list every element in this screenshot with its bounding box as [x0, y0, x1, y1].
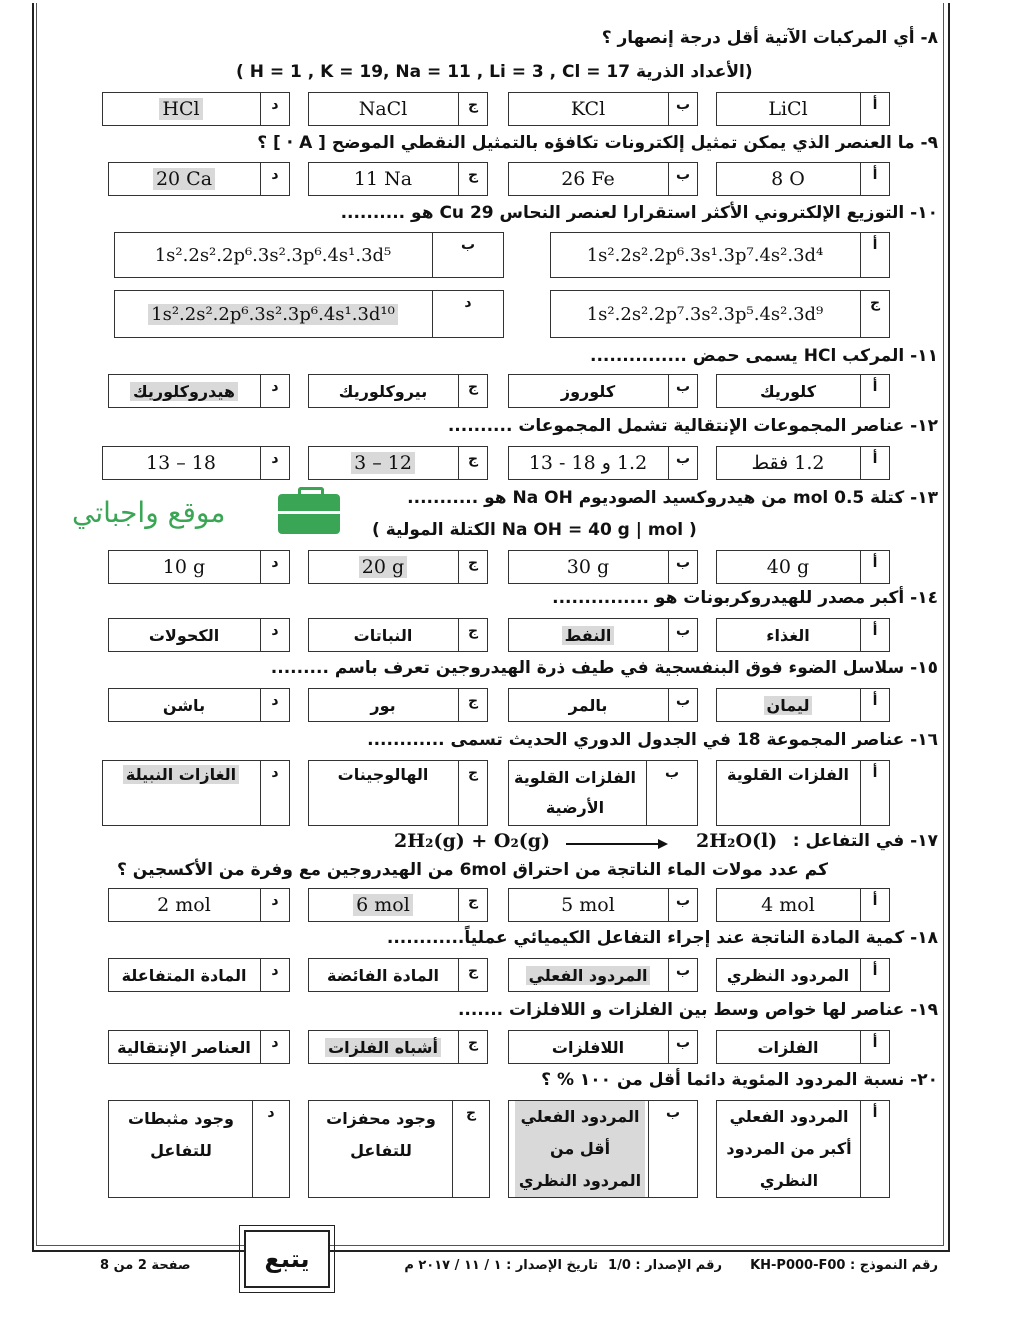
question-14: ١٤- أكبر مصدر للهيدروكربونات هو ............... — [552, 588, 938, 608]
footer-page-number: صفحة 2 من 8 — [100, 1258, 191, 1273]
option-b[interactable]: 1.2 و 18 - 13 ب — [508, 446, 698, 480]
option-a[interactable]: 40 g أ — [716, 550, 890, 584]
option-b[interactable]: الفلزات القلوية الأرضية ب — [508, 760, 698, 826]
option-d[interactable]: وجود مثبطات للتفاعل د — [108, 1100, 290, 1198]
footer-model: رقم النموذج : KH-P000-F00 — [750, 1258, 938, 1273]
question-17-detail: كم عدد مولات الماء الناتجة من احتراق 6mol من الهيدروجين مع وفرة من الأكسجين ؟ — [117, 860, 828, 880]
option-a[interactable]: LiCl أ — [716, 92, 890, 126]
option-a[interactable]: ليمان أ — [716, 688, 890, 722]
question-12: ١٢- عناصر المجموعات الإنتقالية تشمل المجموعات .......... — [447, 416, 938, 436]
question-20: ٢٠- نسبة المردود المئوية دائما أقل من ١٠٠ % ؟ — [541, 1070, 938, 1090]
option-b[interactable]: اللافلزات ب — [508, 1030, 698, 1064]
option-a[interactable]: الفلزات القلوية أ — [716, 760, 890, 826]
option-d[interactable]: 2 mol د — [108, 888, 290, 922]
option-d[interactable]: 1s².2s².2p⁶.3s².3p⁶.4s¹.3d¹⁰ د — [114, 290, 504, 338]
option-c[interactable]: بور ج — [308, 688, 488, 722]
question-10: ١٠- التوزيع الإلكتروني الأكثر استقرارا لعنصر النحاس 29 Cu هو .......... — [340, 203, 938, 223]
footer-version: رقم الإصدار : 1/0 — [608, 1258, 722, 1273]
option-c[interactable]: 20 g ج — [308, 550, 488, 584]
option-c[interactable]: NaCl ج — [308, 92, 488, 126]
footer-date: تاريخ الإصدار : ١ / ١١ / ٢٠١٧ م — [404, 1258, 598, 1273]
option-d[interactable]: الغازات النبيلة د — [102, 760, 290, 826]
option-c[interactable]: 3 – 12 ج — [308, 446, 488, 480]
option-b[interactable]: المردود الفعلي ب — [508, 958, 698, 992]
option-a[interactable]: 4 mol أ — [716, 888, 890, 922]
option-b[interactable]: 1s².2s².2p⁶.3s².3p⁶.4s¹.3d⁵ ب — [114, 232, 504, 278]
option-d[interactable]: باشن د — [108, 688, 290, 722]
option-c[interactable]: 11 Na ج — [308, 162, 488, 196]
question-9: ٩- ما العنصر الذي يمكن تمثيل إلكترونات تكافؤه بالتمثيل النقطي الموضح [ A · ] ؟ — [257, 133, 938, 153]
option-b[interactable]: KCl ب — [508, 92, 698, 126]
option-c[interactable]: بيروكلوريك ج — [308, 374, 488, 408]
option-a[interactable]: كلوريك أ — [716, 374, 890, 408]
question-15: ١٥- سلاسل الضوء فوق البنفسجية في طيف ذرة الهيدروجين تعرف باسم ......... — [270, 658, 938, 678]
option-c[interactable]: المادة الفائضة ج — [308, 958, 488, 992]
option-b[interactable]: 30 g ب — [508, 550, 698, 584]
option-b[interactable]: 26 Fe ب — [508, 162, 698, 196]
question-8-note: ( H = 1 , K = 19, Na = 11 , Li = 3 , Cl = 17 الأعداد الذرية) — [236, 62, 753, 82]
option-b[interactable]: 5 mol ب — [508, 888, 698, 922]
option-c[interactable]: وجود محفزات للتفاعل ج — [308, 1100, 490, 1198]
equation-products: 2H₂O(l) — [696, 830, 778, 852]
option-a[interactable]: المردود النظري أ — [716, 958, 890, 992]
follow-label: يتبع — [244, 1230, 330, 1288]
option-b[interactable]: المردود الفعلي أقل من المردود النظري ب — [508, 1100, 698, 1198]
option-d[interactable]: 10 g د — [108, 550, 290, 584]
briefcase-icon — [278, 494, 340, 534]
question-17: ١٧- في التفاعل : — [792, 831, 938, 851]
site-logo: موقع واجباتي — [72, 490, 344, 538]
question-18: ١٨- كمية المادة الناتجة عند إجراء التفاعل الكيميائي عملياً............ — [386, 928, 938, 948]
option-d[interactable]: 20 Ca د — [108, 162, 290, 196]
option-d[interactable]: العناصر الإنتقالية د — [108, 1030, 290, 1064]
option-c[interactable]: أشباه الفلزات ج — [308, 1030, 488, 1064]
option-d[interactable]: 13 – 18 د — [102, 446, 290, 480]
option-c[interactable]: 6 mol ج — [308, 888, 488, 922]
reaction-arrow-icon — [566, 836, 670, 852]
option-d[interactable]: هيدروكلوريك د — [108, 374, 290, 408]
option-a[interactable]: 1s².2s².2p⁶.3s¹.3p⁷.4s².3d⁴ أ — [550, 232, 890, 278]
option-b[interactable]: كلوروز ب — [508, 374, 698, 408]
option-d[interactable]: الكحولات د — [108, 618, 290, 652]
equation-reactants: 2H₂(g) + O₂(g) — [394, 830, 551, 852]
option-a[interactable]: الغذاء أ — [716, 618, 890, 652]
question-16: ١٦- عناصر المجموعة 18 في الجدول الدوري الحديث تسمى ............ — [367, 730, 938, 750]
option-c[interactable]: الهالوجينات ج — [308, 760, 488, 826]
option-d[interactable]: HCl د — [102, 92, 290, 126]
option-b[interactable]: بالمر ب — [508, 688, 698, 722]
option-a[interactable]: المردود الفعلي أكبر من المردود النظري أ — [716, 1100, 890, 1198]
option-b[interactable]: النفط ب — [508, 618, 698, 652]
option-a[interactable]: 8 O أ — [716, 162, 890, 196]
option-a[interactable]: الفلزات أ — [716, 1030, 890, 1064]
option-c[interactable]: النباتات ج — [308, 618, 488, 652]
option-c[interactable]: 1s².2s².2p⁷.3s².3p⁵.4s².3d⁹ ج — [550, 290, 890, 338]
question-13: ١٣- كتلة 0.5 mol من هيدروكسيد الصوديوم Na OH هو ........... — [407, 488, 938, 508]
option-a[interactable]: 1.2 فقط أ — [716, 446, 890, 480]
option-d[interactable]: المادة المتفاعلة د — [108, 958, 290, 992]
question-13-note: ( الكتلة المولية Na OH = 40 g | mol ) — [372, 520, 697, 540]
question-8: ٨- أي المركبات الآتية أقل درجة إنصهار ؟ — [601, 28, 938, 48]
question-11: ١١- المركب HCl يسمى حمض ............... — [589, 346, 938, 366]
question-19: ١٩- عناصر لها خواص وسط بين الفلزات و اللافلزات ....... — [457, 1000, 938, 1020]
